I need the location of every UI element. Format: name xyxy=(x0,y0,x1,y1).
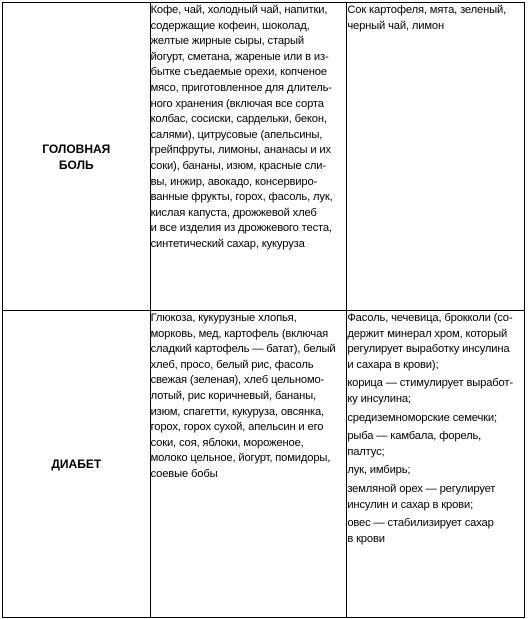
avoid-line: соевые бобы xyxy=(150,467,218,480)
avoid-line: кислая капуста, дрожжевой хлеб xyxy=(150,206,317,219)
avoid-line: вы, инжир, авокадо, консервиро- xyxy=(150,175,318,188)
condition-line: ДИАБЕТ xyxy=(51,457,102,471)
recommended-line: средиземноморские семечки; xyxy=(347,411,497,424)
recommended-line: рыба — камбала, форель, xyxy=(347,430,482,443)
avoid-line: синтетический сахар, кукуруза xyxy=(150,237,305,250)
condition-line: ГОЛОВНАЯ xyxy=(42,141,111,156)
avoid-line: сладкий картофель — батат), белый xyxy=(150,343,336,356)
recommended-line: в крови xyxy=(347,532,385,545)
avoid-line: йогурт, сметана, жареные или в из- xyxy=(150,50,329,63)
avoid-line: салями), цитрусовые (апельсины, xyxy=(150,128,323,141)
avoid-line: изюм, спагетти, кукуруза, овсянка, xyxy=(150,405,324,418)
avoid-line: Кофе, чай, холодный чай, напитки, xyxy=(150,4,328,16)
avoid-line: молоко цельное, йогурт, помидоры, xyxy=(150,452,331,465)
recommended-item xyxy=(347,311,524,373)
recommended-line: держит минерал хром, который xyxy=(347,327,508,340)
recommended-item xyxy=(347,411,524,427)
recommended-line: земляной орех — регулирует xyxy=(347,482,496,495)
recommended-line: ку инсулина; xyxy=(347,392,411,405)
table-row-headache xyxy=(3,3,525,311)
avoid-line: свежая (зеленая), хлеб цельномо- xyxy=(150,374,325,387)
recommended-line: лук, имбирь; xyxy=(347,464,411,477)
recommended-line: инсулин и сахар в крови; xyxy=(347,498,474,511)
avoid-line: лотый, рис коричневый, бананы, xyxy=(150,389,316,402)
avoid-line: соки, соя, яблоки, мороженое, xyxy=(150,436,304,449)
diet-table xyxy=(2,2,525,618)
avoid-line: Глюкоза, кукурузные хлопья, xyxy=(150,312,297,324)
recommended-item xyxy=(347,376,524,407)
condition-cell-headache xyxy=(3,3,151,311)
recommended-item xyxy=(347,482,524,513)
recommended-line: регулирует выработку инсулина xyxy=(347,343,510,356)
avoid-line: мясо, приготовленное для длитель- xyxy=(150,81,332,94)
avoid-line: горох, горох сухой, апельсин и его xyxy=(150,421,324,434)
recommended-foods-cell-headache xyxy=(347,3,525,311)
recommended-item xyxy=(347,516,524,547)
recommended-line: Фасоль, чечевица, брокколи (со- xyxy=(347,312,513,324)
condition-cell-diabetes xyxy=(3,311,151,618)
recommended-item xyxy=(347,3,524,34)
avoid-line: колбас, сосиски, сардельки, бекон, xyxy=(150,113,327,126)
condition-line: БОЛЬ xyxy=(58,157,94,172)
recommended-line: черный чай, лимон xyxy=(347,19,444,32)
recommended-line: овес — стабилизирует сахар xyxy=(347,517,494,530)
recommended-line: и сахара в крови); xyxy=(347,358,439,371)
avoid-line: желтые жирные сыры, старый xyxy=(150,35,304,48)
recommended-line: корица — стимулирует выработ- xyxy=(347,377,513,390)
recommended-line: палтус; xyxy=(347,445,385,458)
recommended-foods-cell-diabetes xyxy=(347,311,525,618)
avoid-line: морковь, мед, картофель (включая xyxy=(150,327,329,340)
avoid-foods-cell-diabetes xyxy=(150,311,347,618)
avoid-line: бытке съедаемые орехи, копченое xyxy=(150,66,327,79)
avoid-line: хлеб, просо, белый рис, фасоль xyxy=(150,358,314,371)
recommended-item xyxy=(347,463,524,479)
recommended-line: Сок картофеля, мята, зеленый, xyxy=(347,4,507,16)
avoid-line: соки), бананы, изюм, красные сли- xyxy=(150,159,326,172)
table-row-diabetes xyxy=(3,311,525,618)
avoid-line: грейпфруты, лимоны, ананасы и их xyxy=(150,144,331,157)
avoid-foods-cell-headache xyxy=(150,3,347,311)
avoid-line: ного хранения (включая все сорта xyxy=(150,97,324,110)
recommended-item xyxy=(347,429,524,460)
avoid-line: содержащие кофеин, шоколад, xyxy=(150,19,310,32)
avoid-line: и все изделия из дрожжевого теста, xyxy=(150,222,332,235)
avoid-line: ванные фрукты, горох, фасоль, лук, xyxy=(150,191,333,204)
